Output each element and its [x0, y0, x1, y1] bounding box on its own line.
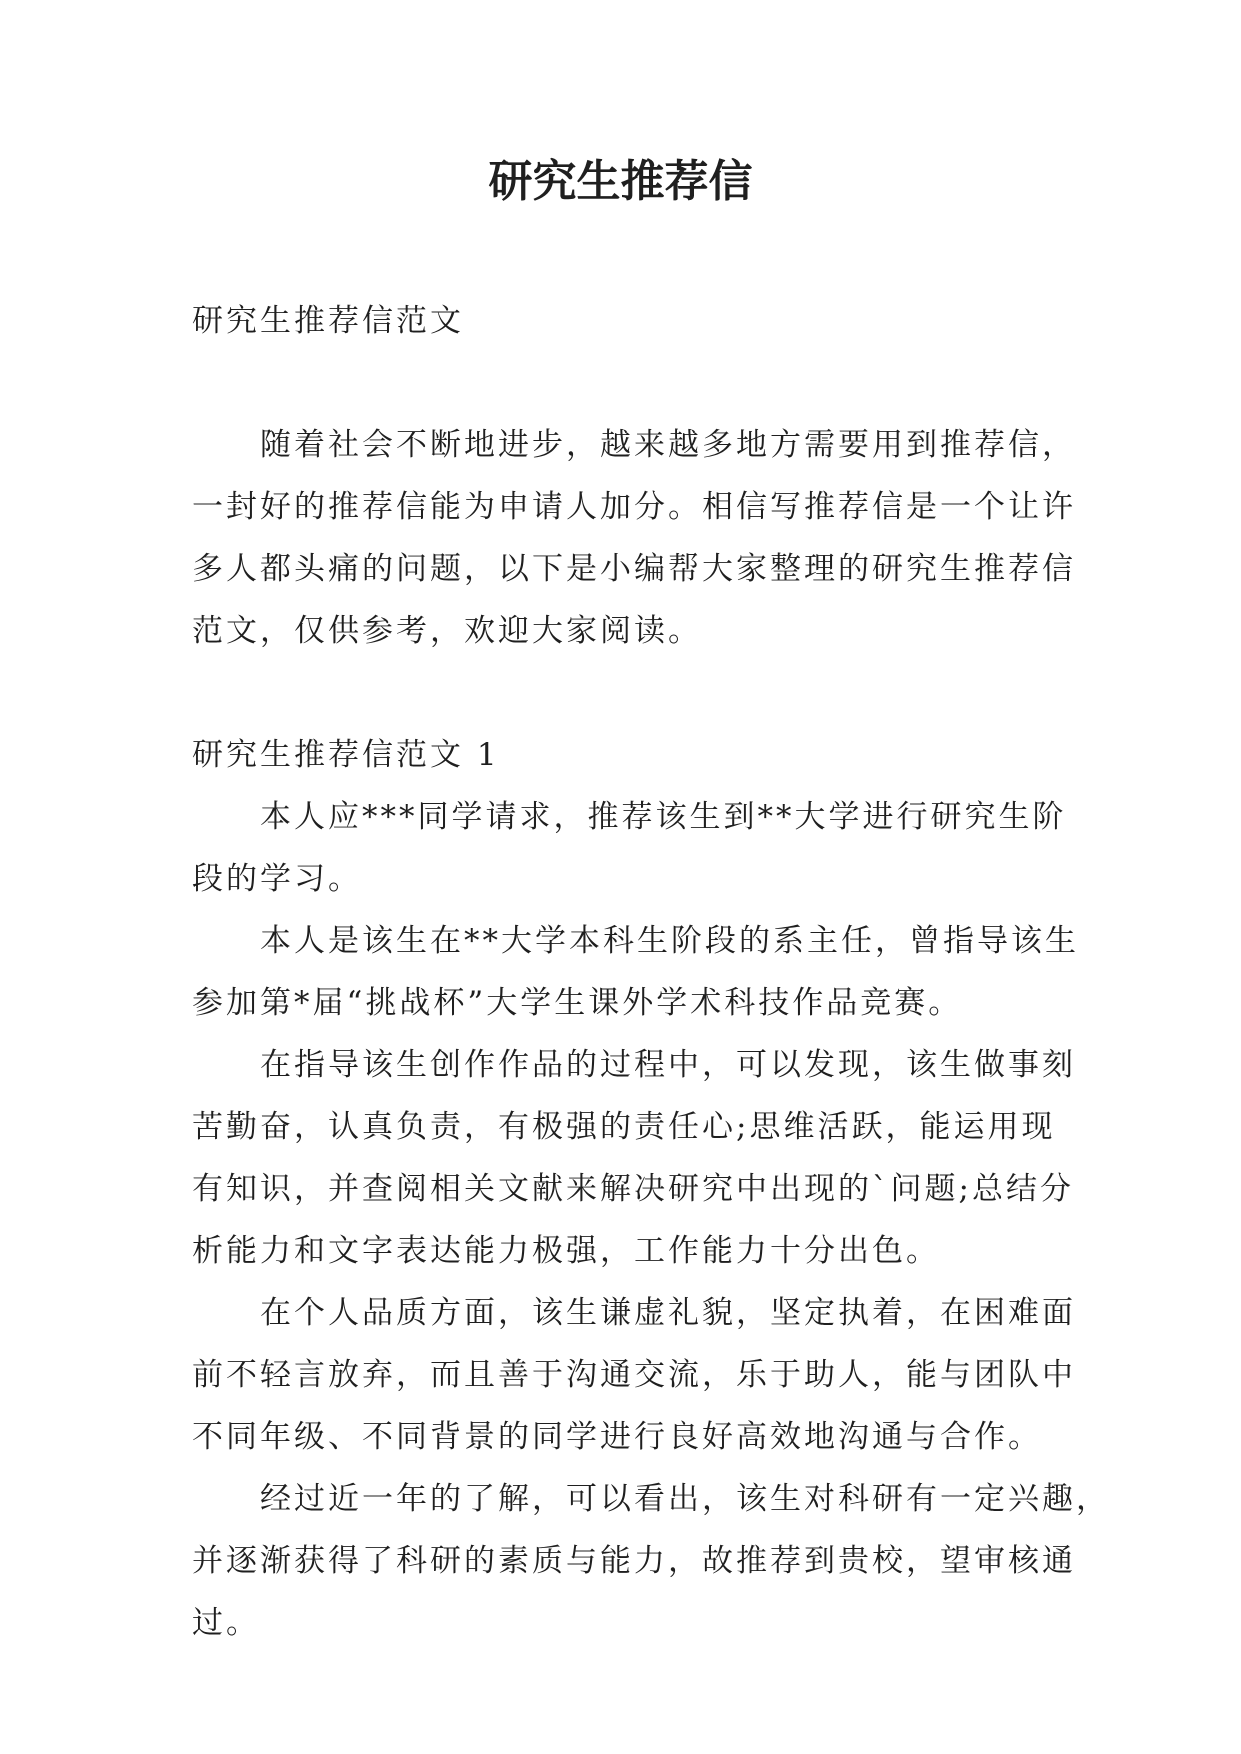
- paragraph-line: 在个人品质方面，该生谦虚礼貌，坚定执着，在困难面: [260, 1295, 1076, 1331]
- spacer: [192, 662, 1050, 724]
- paragraph-line: 本人应***同学请求，推荐该生到**大学进行研究生阶: [260, 799, 1067, 835]
- paragraph-line: 在指导该生创作作品的过程中，可以发现，该生做事刻: [260, 1047, 1076, 1083]
- page-title: 研究生推荐信: [488, 156, 753, 207]
- paragraph-2: [192, 910, 1079, 1034]
- paragraph-line: 有知识，并查阅相关文献来解决研究中出现的`问题;总结分: [192, 1171, 1074, 1207]
- paragraph-5: [192, 1468, 1110, 1654]
- paragraph-line: 并逐渐获得了科研的素质与能力，故推荐到贵校，望审核通: [192, 1543, 1076, 1579]
- intro-line: 一封好的推荐信能为申请人加分。相信写推荐信是一个让许: [192, 489, 1076, 525]
- paragraph-line: 参加第*届“挑战杯”大学生课外学术科技作品竞赛。: [192, 985, 963, 1021]
- intro-line: 随着社会不断地进步，越来越多地方需要用到推荐信，: [260, 427, 1076, 463]
- paragraph-line: 不同年级、不同背景的同学进行良好高效地沟通与合作。: [192, 1419, 1042, 1455]
- paragraph-3: [192, 1034, 1076, 1282]
- intro-paragraph: [192, 414, 1076, 662]
- paragraph-line: 经过近一年的了解，可以看出，该生对科研有一定兴趣，: [260, 1481, 1110, 1517]
- section-heading: 研究生推荐信范文 1: [192, 737, 500, 773]
- subtitle: 研究生推荐信范文: [192, 303, 464, 339]
- intro-line: 多人都头痛的问题，以下是小编帮大家整理的研究生推荐信: [192, 551, 1076, 587]
- paragraph-1: [192, 786, 1067, 910]
- document-body: [192, 290, 1110, 1654]
- paragraph-4: [192, 1282, 1076, 1468]
- paragraph-line: 本人是该生在**大学本科生阶段的系主任，曾指导该生: [260, 923, 1079, 959]
- paragraph-line: 前不轻言放弃，而且善于沟通交流，乐于助人，能与团队中: [192, 1357, 1076, 1393]
- paragraph-line: 段的学习。: [192, 861, 362, 897]
- spacer: [192, 352, 1050, 414]
- paragraph-line: 苦勤奋，认真负责，有极强的责任心;思维活跃，能运用现: [192, 1109, 1056, 1145]
- paragraph-line: 过。: [192, 1605, 260, 1641]
- paragraph-line: 析能力和文字表达能力极强，工作能力十分出色。: [192, 1233, 940, 1269]
- intro-line: 范文，仅供参考，欢迎大家阅读。: [192, 613, 702, 649]
